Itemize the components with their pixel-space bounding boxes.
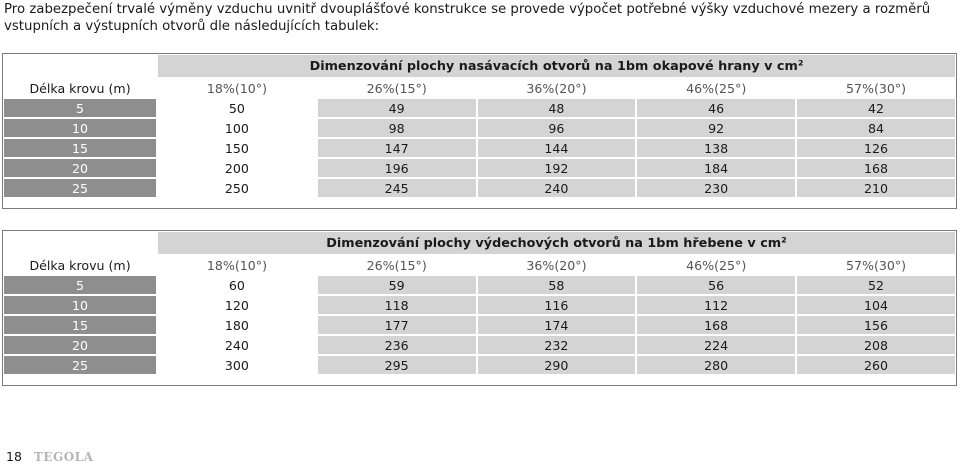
table-cell: 98	[317, 118, 477, 138]
exhaust-vent-table	[2, 230, 957, 376]
slope-column-header: 26%(15°)	[317, 255, 477, 275]
tegola-logo: TEGOLA	[33, 449, 94, 464]
table-cell: 49	[317, 98, 477, 118]
slope-column-header: 46%(25°)	[636, 78, 796, 98]
table-title: Dimenzování plochy výdechových otvorů na 1bm hřebene v cm²	[157, 231, 956, 255]
table-cell: 112	[636, 295, 796, 315]
row-length: 20	[3, 158, 157, 178]
table-cell: 56	[636, 275, 796, 295]
table-row	[3, 335, 956, 355]
table-cell: 280	[636, 355, 796, 375]
intake-vent-table	[2, 53, 957, 199]
table-cell: 96	[477, 118, 637, 138]
table-row	[3, 98, 956, 118]
table-cell: 210	[796, 178, 956, 198]
table-cell: 156	[796, 315, 956, 335]
table-cell: 230	[636, 178, 796, 198]
table-cell: 42	[796, 98, 956, 118]
table-cell: 48	[477, 98, 637, 118]
table-cell: 138	[636, 138, 796, 158]
table-row	[3, 118, 956, 138]
row-length: 10	[3, 118, 157, 138]
intro-paragraph: Pro zabezpečení trvalé výměny vzduchu uvnitř dvouplášťové konstrukce se provede výpočet potřebné výšky vzduchové mezery a rozměrů vstupních a výstupních otvorů dle následujících tabulek:	[4, 2, 931, 34]
table-row	[3, 355, 956, 375]
table-cell: 300	[157, 355, 317, 375]
table-row	[3, 138, 956, 158]
table-cell: 144	[477, 138, 637, 158]
table-cell: 150	[157, 138, 317, 158]
table-cell: 50	[157, 98, 317, 118]
page-footer	[6, 449, 93, 464]
length-column-header: Délka krovu (m)	[3, 255, 157, 275]
table-title: Dimenzování plochy nasávacích otvorů na 1bm okapové hrany v cm²	[157, 54, 956, 78]
table-cell: 120	[157, 295, 317, 315]
table-row	[3, 275, 956, 295]
table-cell: 192	[477, 158, 637, 178]
row-length: 5	[3, 98, 157, 118]
table-cell: 232	[477, 335, 637, 355]
table-cell: 100	[157, 118, 317, 138]
table-cell: 52	[796, 275, 956, 295]
table-cell: 200	[157, 158, 317, 178]
slope-column-header: 18%(10°)	[157, 78, 317, 98]
row-length: 25	[3, 355, 157, 375]
table-cell: 118	[317, 295, 477, 315]
table-cell: 240	[477, 178, 637, 198]
table-cell: 116	[477, 295, 637, 315]
table-row	[3, 178, 956, 198]
table-cell: 59	[317, 275, 477, 295]
table-cell: 58	[477, 275, 637, 295]
table-cell: 224	[636, 335, 796, 355]
table-cell: 168	[796, 158, 956, 178]
table-cell: 177	[317, 315, 477, 335]
table-cell: 46	[636, 98, 796, 118]
table-cell: 84	[796, 118, 956, 138]
slope-column-header: 18%(10°)	[157, 255, 317, 275]
table-cell: 295	[317, 355, 477, 375]
row-length: 25	[3, 178, 157, 198]
slope-column-header: 36%(20°)	[477, 255, 637, 275]
table-row	[3, 158, 956, 178]
table-cell: 92	[636, 118, 796, 138]
table-cell: 180	[157, 315, 317, 335]
slope-column-header: 57%(30°)	[796, 78, 956, 98]
row-length: 15	[3, 315, 157, 335]
page-number: 18	[6, 449, 22, 464]
table-cell: 250	[157, 178, 317, 198]
table-cell: 240	[157, 335, 317, 355]
table-row	[3, 315, 956, 335]
table-row	[3, 295, 956, 315]
table-cell: 196	[317, 158, 477, 178]
slope-column-header: 46%(25°)	[636, 255, 796, 275]
table-cell: 60	[157, 275, 317, 295]
row-length: 15	[3, 138, 157, 158]
table-cell: 208	[796, 335, 956, 355]
length-column-header: Délka krovu (m)	[3, 78, 157, 98]
table-cell: 104	[796, 295, 956, 315]
slope-column-header: 57%(30°)	[796, 255, 956, 275]
table-cell: 290	[477, 355, 637, 375]
table-cell: 236	[317, 335, 477, 355]
table-cell: 168	[636, 315, 796, 335]
row-length: 5	[3, 275, 157, 295]
table-cell: 126	[796, 138, 956, 158]
table-cell: 147	[317, 138, 477, 158]
row-length: 20	[3, 335, 157, 355]
slope-column-header: 36%(20°)	[477, 78, 637, 98]
table-cell: 245	[317, 178, 477, 198]
table-cell: 260	[796, 355, 956, 375]
table-cell: 174	[477, 315, 637, 335]
table-cell: 184	[636, 158, 796, 178]
slope-column-header: 26%(15°)	[317, 78, 477, 98]
row-length: 10	[3, 295, 157, 315]
